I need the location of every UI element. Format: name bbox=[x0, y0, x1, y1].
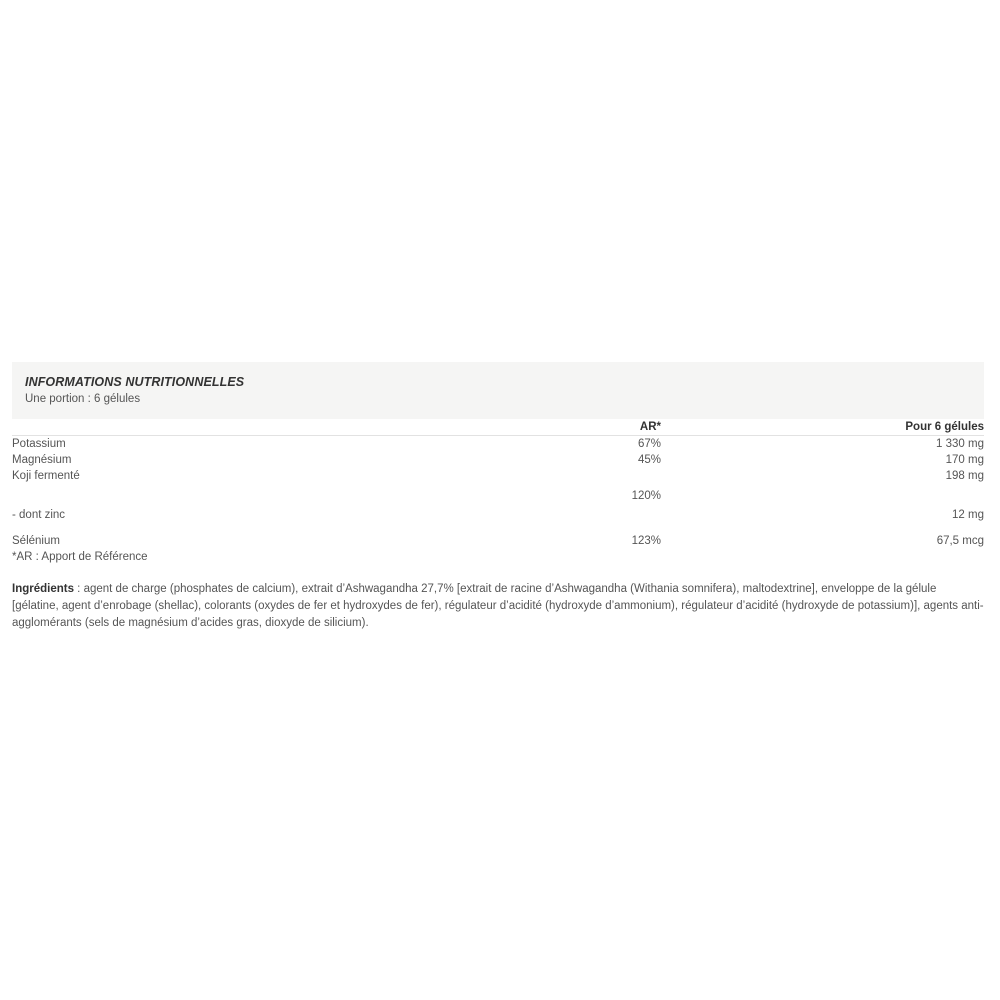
column-header-name bbox=[12, 419, 412, 436]
nutrient-amount: 170 mg bbox=[945, 454, 984, 466]
nutrient-amount: 198 mg bbox=[945, 470, 984, 482]
nutrition-title: INFORMATIONS NUTRITIONNELLES bbox=[25, 375, 245, 389]
column-header-amount: Pour 6 gélules bbox=[905, 421, 984, 433]
nutrient-amount: 12 mg bbox=[952, 509, 984, 521]
nutrient-name: Koji fermenté bbox=[12, 470, 80, 482]
nutrient-name: Sélénium bbox=[12, 535, 60, 547]
ar-footnote: *AR : Apport de Référence bbox=[12, 551, 148, 563]
nutrient-name: Potassium bbox=[12, 438, 66, 450]
portion-size: Une portion : 6 gélules bbox=[25, 393, 141, 405]
column-header-ar: AR* bbox=[639, 421, 661, 433]
table-row bbox=[12, 452, 984, 468]
table-row bbox=[12, 436, 984, 453]
table-row bbox=[12, 484, 984, 527]
nutrient-ar bbox=[412, 468, 661, 484]
nutrient-ar: 120% bbox=[631, 490, 661, 502]
nutrition-table bbox=[12, 419, 984, 549]
nutrient-ar: 123% bbox=[631, 535, 661, 547]
nutrition-info-section bbox=[12, 362, 984, 632]
nutrient-amount: 67,5 mcg bbox=[936, 535, 984, 547]
nutrient-name: - dont zinc bbox=[12, 509, 66, 521]
nutrition-header bbox=[12, 362, 984, 419]
ingredients-label: Ingrédients bbox=[12, 583, 74, 595]
nutrient-ar: 67% bbox=[637, 438, 661, 450]
table-row bbox=[12, 468, 984, 484]
ingredients-paragraph bbox=[12, 581, 984, 632]
table-row bbox=[12, 527, 984, 549]
table-header-row bbox=[12, 419, 984, 436]
nutrient-ar: 45% bbox=[637, 454, 661, 466]
ingredients-text: : agent de charge (phosphates de calcium), extrait d’Ashwagandha 27,7% [extrait de racine d’Ashwagandha (Withania somnifera), maltodextrine], enveloppe de la gélule [gélatine, agent d’enrobage (shellac), colorants (oxydes de fer et hydroxydes de fer), régulateur d’acidité (hydroxyde d’ammonium), régulateur d’acidité (hydroxyde de potassium)], agents anti-agglomérants (sels de magnésium d’acides gras, dioxyde de silicium). bbox=[12, 583, 984, 629]
nutrient-name: Magnésium bbox=[12, 454, 72, 466]
nutrient-amount: 1 330 mg bbox=[936, 438, 984, 450]
